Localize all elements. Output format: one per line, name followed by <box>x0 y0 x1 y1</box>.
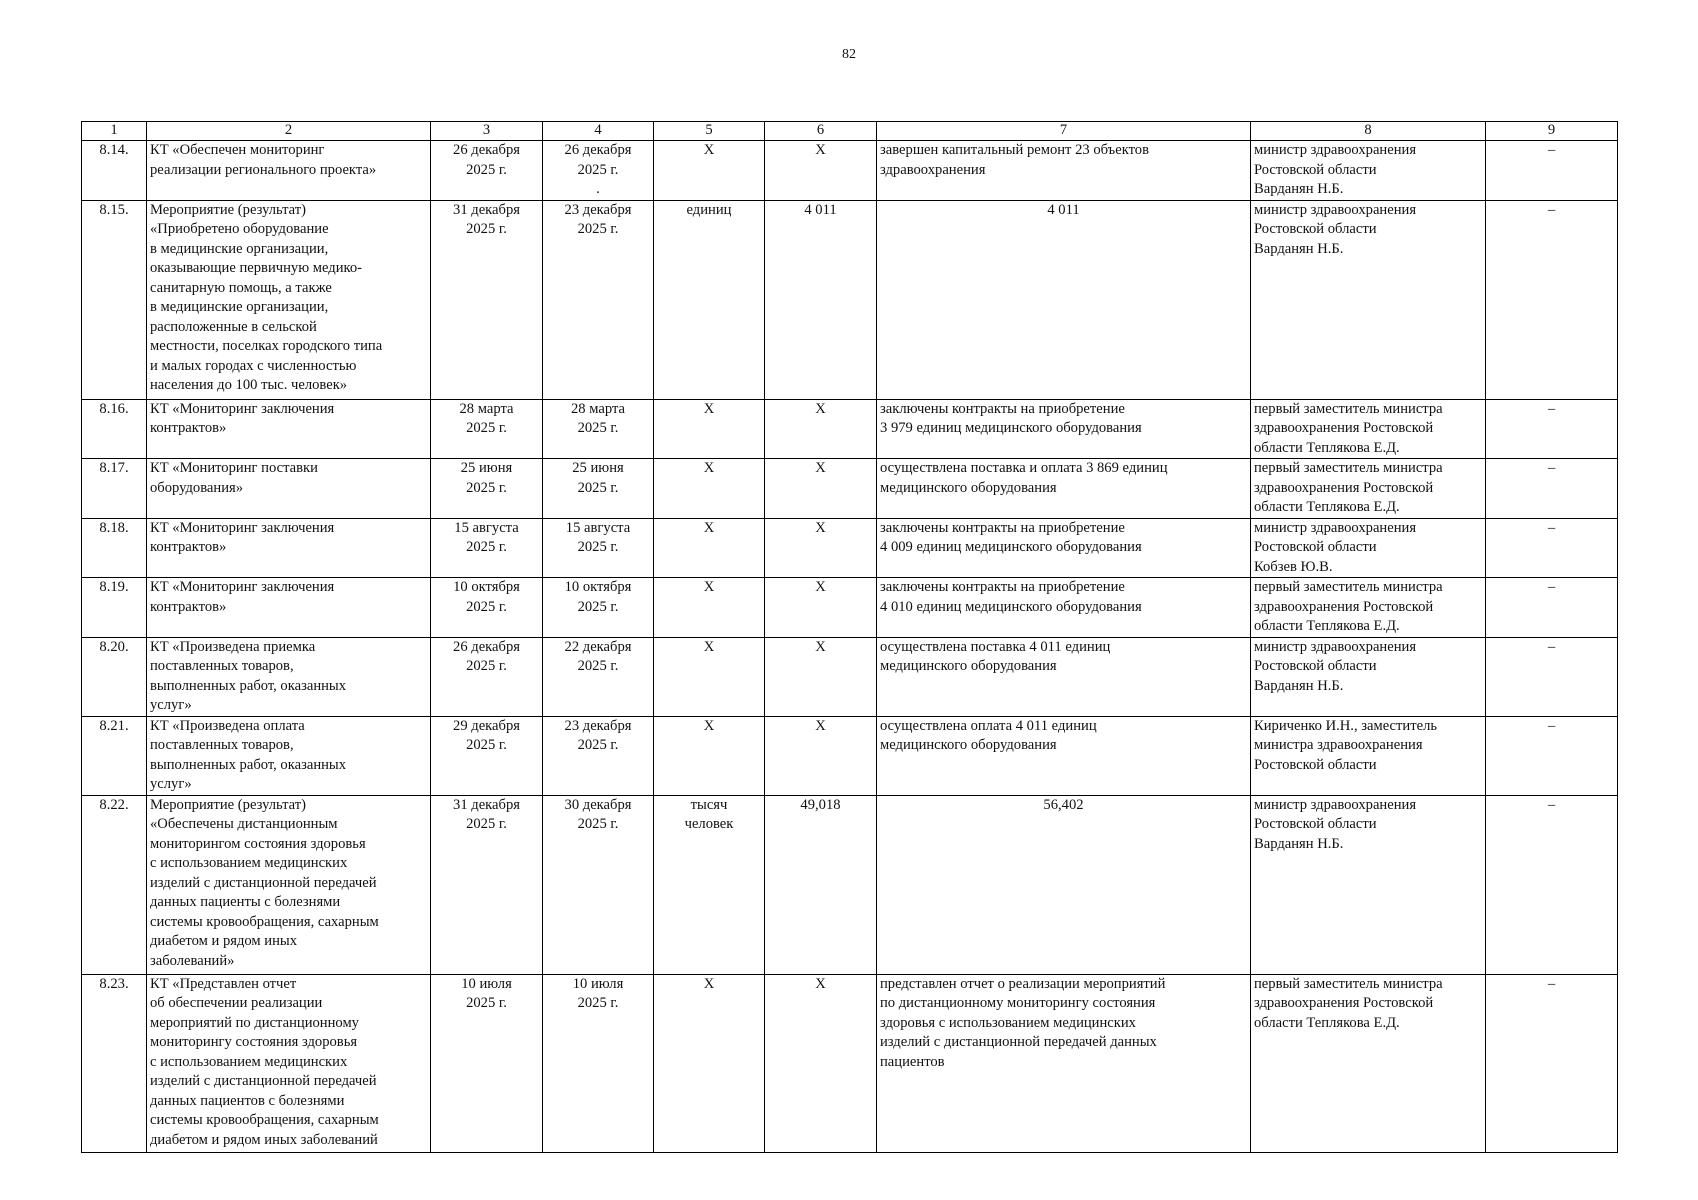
planned-date-cell: 31 декабря 2025 г. <box>431 795 543 974</box>
result-cell: 56,402 <box>877 795 1251 974</box>
note-cell: – <box>1486 578 1618 638</box>
header-cell: 1 <box>82 122 147 141</box>
item-name-cell: КТ «Произведена оплата поставленных товаров, выполненных работ, оказанных услуг» <box>147 716 431 795</box>
result-cell: осуществлена поставка 4 011 единиц медицинского оборудования <box>877 637 1251 716</box>
item-name-cell: КТ «Обеспечен мониторинг реализации регионального проекта» <box>147 141 431 201</box>
note-cell: – <box>1486 637 1618 716</box>
table-row <box>82 637 1618 716</box>
column-number-row <box>82 122 1618 141</box>
actual-date-cell: 28 марта 2025 г. <box>543 399 654 459</box>
result-cell: осуществлена оплата 4 011 единиц медицинского оборудования <box>877 716 1251 795</box>
actual-date-cell: 25 июня 2025 г. <box>543 459 654 519</box>
table-row <box>82 518 1618 578</box>
item-name-cell: КТ «Мониторинг заключения контрактов» <box>147 578 431 638</box>
actual-date-cell: 26 декабря 2025 г. . <box>543 141 654 201</box>
unit-cell: единиц <box>654 200 765 399</box>
table-row <box>82 578 1618 638</box>
item-name-cell: КТ «Мониторинг поставки оборудования» <box>147 459 431 519</box>
planned-date-cell: 28 марта 2025 г. <box>431 399 543 459</box>
plan-value-cell: X <box>765 578 877 638</box>
row-number-cell: 8.14. <box>82 141 147 201</box>
plan-value-cell: X <box>765 459 877 519</box>
responsible-cell: министр здравоохранения Ростовской области Варданян Н.Б. <box>1251 141 1486 201</box>
row-number-cell: 8.23. <box>82 974 147 1152</box>
planned-date-cell: 29 декабря 2025 г. <box>431 716 543 795</box>
header-cell: 3 <box>431 122 543 141</box>
page-number: 82 <box>842 47 856 62</box>
unit-cell: X <box>654 974 765 1152</box>
plan-value-cell: 49,018 <box>765 795 877 974</box>
item-name-cell: КТ «Мониторинг заключения контрактов» <box>147 518 431 578</box>
row-number-cell: 8.17. <box>82 459 147 519</box>
row-number-cell: 8.18. <box>82 518 147 578</box>
actual-date-cell: 23 декабря 2025 г. <box>543 716 654 795</box>
table-row <box>82 795 1618 974</box>
item-name-cell: КТ «Представлен отчет об обеспечении реализации мероприятий по дистанционному мониторингу состояния здоровья с использованием медицинских изделий с дистанционной передачей данных пациентов с болезнями системы кровообращения, сахарным диабетом и рядом иных заболеваний <box>147 974 431 1152</box>
actual-date-cell: 10 октября 2025 г. <box>543 578 654 638</box>
row-number-cell: 8.15. <box>82 200 147 399</box>
actual-date-cell: 22 декабря 2025 г. <box>543 637 654 716</box>
unit-cell: X <box>654 716 765 795</box>
result-cell: заключены контракты на приобретение 4 009 единиц медицинского оборудования <box>877 518 1251 578</box>
plan-value-cell: X <box>765 518 877 578</box>
unit-cell: X <box>654 459 765 519</box>
result-cell: заключены контракты на приобретение 3 979 единиц медицинского оборудования <box>877 399 1251 459</box>
responsible-cell: первый заместитель министра здравоохранения Ростовской области Теплякова Е.Д. <box>1251 974 1486 1152</box>
actual-date-cell: 15 августа 2025 г. <box>543 518 654 578</box>
header-cell: 4 <box>543 122 654 141</box>
note-cell: – <box>1486 795 1618 974</box>
planned-date-cell: 15 августа 2025 г. <box>431 518 543 578</box>
header-cell: 9 <box>1486 122 1618 141</box>
header-cell: 2 <box>147 122 431 141</box>
plan-value-cell: 4 011 <box>765 200 877 399</box>
table-row <box>82 141 1618 201</box>
table-row <box>82 399 1618 459</box>
table-row <box>82 459 1618 519</box>
note-cell: – <box>1486 716 1618 795</box>
plan-value-cell: X <box>765 716 877 795</box>
item-name-cell: КТ «Мониторинг заключения контрактов» <box>147 399 431 459</box>
unit-cell: X <box>654 141 765 201</box>
responsible-cell: министр здравоохранения Ростовской области Варданян Н.Б. <box>1251 637 1486 716</box>
note-cell: – <box>1486 459 1618 519</box>
actual-date-cell: 23 декабря 2025 г. <box>543 200 654 399</box>
unit-cell: тысяч человек <box>654 795 765 974</box>
responsible-cell: министр здравоохранения Ростовской области Варданян Н.Б. <box>1251 200 1486 399</box>
planned-date-cell: 25 июня 2025 г. <box>431 459 543 519</box>
responsible-cell: первый заместитель министра здравоохранения Ростовской области Теплякова Е.Д. <box>1251 399 1486 459</box>
responsible-cell: министр здравоохранения Ростовской области Кобзев Ю.В. <box>1251 518 1486 578</box>
table-row <box>82 974 1618 1152</box>
unit-cell: X <box>654 637 765 716</box>
unit-cell: X <box>654 578 765 638</box>
actual-date-cell: 10 июля 2025 г. <box>543 974 654 1152</box>
note-cell: – <box>1486 974 1618 1152</box>
row-number-cell: 8.19. <box>82 578 147 638</box>
planned-date-cell: 26 декабря 2025 г. <box>431 637 543 716</box>
note-cell: – <box>1486 399 1618 459</box>
item-name-cell: КТ «Произведена приемка поставленных товаров, выполненных работ, оказанных услуг» <box>147 637 431 716</box>
planned-date-cell: 26 декабря 2025 г. <box>431 141 543 201</box>
item-name-cell: Мероприятие (результат) «Приобретено оборудование в медицинские организации, оказывающие первичную медико- санитарную помощь, а также в медицинские организации, расположенные в сельской местности, поселках городского типа и малых городах с численностью населения до 100 тыс. человек» <box>147 200 431 399</box>
responsible-cell: первый заместитель министра здравоохранения Ростовской области Теплякова Е.Д. <box>1251 578 1486 638</box>
unit-cell: X <box>654 518 765 578</box>
table-row <box>82 716 1618 795</box>
planned-date-cell: 10 июля 2025 г. <box>431 974 543 1152</box>
row-number-cell: 8.16. <box>82 399 147 459</box>
result-cell: 4 011 <box>877 200 1251 399</box>
planned-date-cell: 31 декабря 2025 г. <box>431 200 543 399</box>
note-cell: – <box>1486 200 1618 399</box>
row-number-cell: 8.21. <box>82 716 147 795</box>
actual-date-cell: 30 декабря 2025 г. <box>543 795 654 974</box>
responsible-cell: Кириченко И.Н., заместитель министра здравоохранения Ростовской области <box>1251 716 1486 795</box>
responsible-cell: министр здравоохранения Ростовской области Варданян Н.Б. <box>1251 795 1486 974</box>
note-cell: – <box>1486 518 1618 578</box>
unit-cell: X <box>654 399 765 459</box>
result-cell: представлен отчет о реализации мероприятий по дистанционному мониторингу состояния здоровья с использованием медицинских изделий с дистанционной передачей данных пациентов <box>877 974 1251 1152</box>
note-cell: – <box>1486 141 1618 201</box>
planned-date-cell: 10 октября 2025 г. <box>431 578 543 638</box>
header-cell: 5 <box>654 122 765 141</box>
result-cell: осуществлена поставка и оплата 3 869 единиц медицинского оборудования <box>877 459 1251 519</box>
responsible-cell: первый заместитель министра здравоохранения Ростовской области Теплякова Е.Д. <box>1251 459 1486 519</box>
header-cell: 7 <box>877 122 1251 141</box>
plan-value-cell: X <box>765 141 877 201</box>
result-cell: заключены контракты на приобретение 4 010 единиц медицинского оборудования <box>877 578 1251 638</box>
report-table <box>81 121 1618 1153</box>
row-number-cell: 8.20. <box>82 637 147 716</box>
row-number-cell: 8.22. <box>82 795 147 974</box>
result-cell: завершен капитальный ремонт 23 объектов здравоохранения <box>877 141 1251 201</box>
plan-value-cell: X <box>765 399 877 459</box>
plan-value-cell: X <box>765 974 877 1152</box>
item-name-cell: Мероприятие (результат) «Обеспечены дистанционным мониторингом состояния здоровья с использованием медицинских изделий с дистанционной передачей данных пациенты с болезнями системы кровообращения, сахарным диабетом и рядом иных заболеваний» <box>147 795 431 974</box>
table-row <box>82 200 1618 399</box>
plan-value-cell: X <box>765 637 877 716</box>
header-cell: 8 <box>1251 122 1486 141</box>
header-cell: 6 <box>765 122 877 141</box>
